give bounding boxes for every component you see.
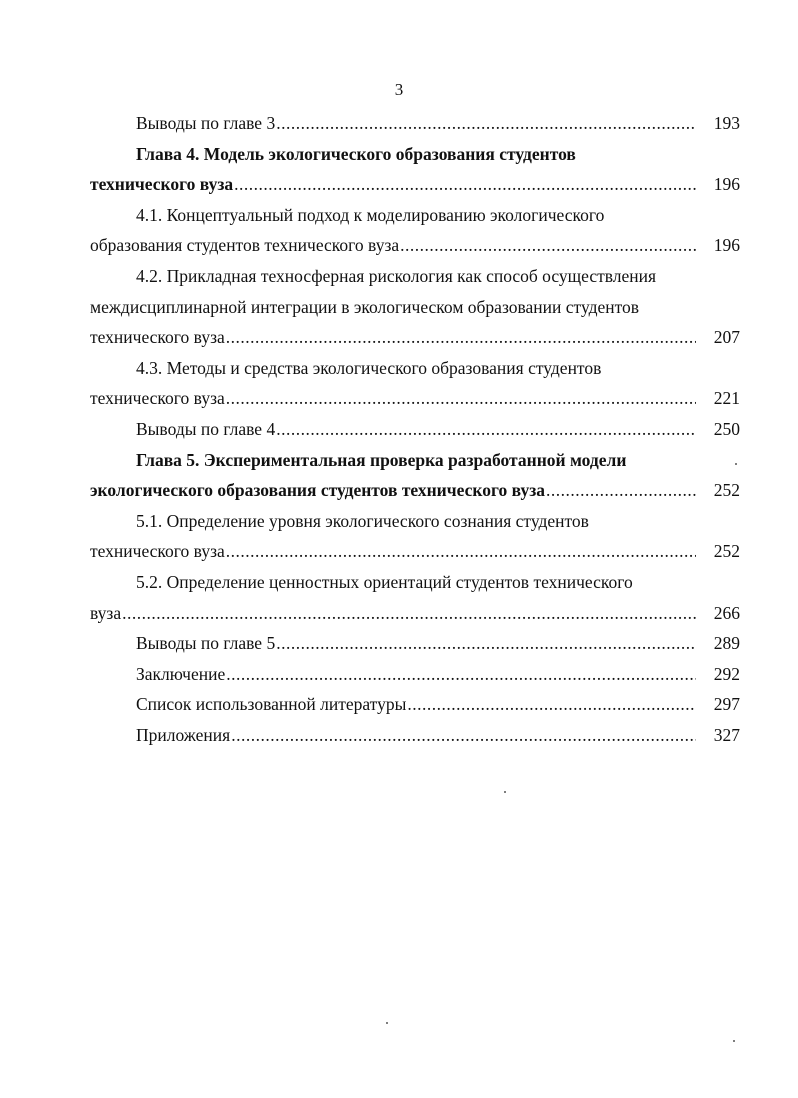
toc-entry-title: Список использованной литературы: [136, 694, 407, 715]
toc-heading-line: [90, 200, 740, 231]
toc-entry: [90, 628, 740, 659]
toc-entry-title: технического вуза: [90, 541, 225, 562]
toc-entry-page: 193: [713, 113, 740, 133]
toc-entry-page: 292: [713, 663, 740, 684]
toc-heading-line: [90, 353, 740, 384]
toc-entry-title: 4.1. Концептуальный подход к моделированию экологического: [136, 204, 605, 225]
toc-entry: [90, 169, 740, 200]
toc-entry-page: 252: [713, 480, 740, 501]
page-number: 3: [394, 80, 404, 99]
toc-heading-line: [90, 445, 740, 476]
dot-leader: [276, 628, 696, 659]
toc-entry: [90, 108, 740, 139]
toc-entry-title: 5.2. Определение ценностных ориентаций студентов технического: [136, 571, 633, 592]
scan-speck: [386, 1022, 388, 1024]
toc-entry: [90, 720, 740, 751]
toc-entry-title: Глава 4. Модель экологического образования студентов: [136, 143, 576, 164]
toc-entry-page: 221: [713, 388, 740, 409]
toc-entry-title: 4.2. Прикладная техносферная рискология как способ осуществления: [136, 265, 657, 286]
toc-entry-page: 196: [713, 174, 740, 195]
toc-entry-title: 5.1. Определение уровня экологического сознания студентов: [136, 510, 589, 531]
toc-entry: [90, 659, 740, 690]
toc-entry-title: технического вуза: [90, 174, 234, 195]
dot-leader: [276, 414, 696, 445]
toc-heading-line: [90, 261, 740, 292]
toc-entry-page: 252: [713, 541, 740, 562]
toc-entry-title: вуза: [90, 602, 122, 623]
toc-entry-page: 266: [713, 602, 740, 623]
dot-leader: [226, 322, 696, 353]
toc-entry-title: Заключение: [136, 663, 226, 684]
dot-leader: [122, 598, 696, 629]
dot-leader: [407, 689, 696, 720]
toc-heading-line: [90, 292, 740, 323]
toc-entry-title: образования студентов технического вуза: [90, 235, 400, 256]
dot-leader: [226, 536, 696, 567]
scan-speck: [504, 791, 506, 793]
toc-entry-title: Выводы по главе 3: [136, 113, 276, 133]
toc-heading-line: [90, 567, 740, 598]
toc-entry-page: 207: [713, 327, 740, 348]
scan-speck: [735, 463, 737, 465]
toc-entry-title: Глава 5. Экспериментальная проверка разработанной модели: [136, 449, 627, 470]
toc-heading-line: [90, 139, 740, 170]
toc-entry-page: 297: [713, 694, 740, 715]
toc-entry-title: Приложения: [136, 724, 231, 745]
toc-entry: [90, 689, 740, 720]
scan-speck: [733, 1040, 735, 1042]
dot-leader: [400, 230, 696, 261]
table-of-contents: [90, 108, 740, 750]
dot-leader: [226, 383, 696, 414]
toc-entry-page: 196: [713, 235, 740, 256]
toc-entry: [90, 230, 740, 261]
toc-entry-title: междисциплинарной интеграции в экологическом образовании студентов: [90, 296, 640, 317]
toc-entry: [90, 383, 740, 414]
toc-entry-page: 250: [713, 418, 740, 439]
toc-entry-title: 4.3. Методы и средства экологического образования студентов: [136, 357, 602, 378]
toc-entry: [90, 598, 740, 629]
toc-entry-title: Выводы по главе 4: [136, 418, 276, 439]
toc-entry-title: технического вуза: [90, 327, 225, 348]
toc-entry-title: технического вуза: [90, 388, 225, 409]
toc-entry: [90, 536, 740, 567]
toc-entry: [90, 475, 740, 506]
toc-entry: [90, 414, 740, 445]
dot-leader: [226, 659, 696, 690]
dot-leader: [546, 475, 696, 506]
toc-heading-line: [90, 506, 740, 537]
dot-leader: [231, 720, 696, 751]
toc-entry-title: экологического образования студентов технического вуза: [90, 480, 545, 501]
toc-entry-page: 289: [713, 633, 740, 654]
toc-entry: [90, 322, 740, 353]
toc-entry-page: 327: [713, 724, 740, 745]
dot-leader: [276, 108, 696, 139]
dot-leader: [234, 169, 696, 200]
toc-entry-title: Выводы по главе 5: [136, 633, 276, 654]
